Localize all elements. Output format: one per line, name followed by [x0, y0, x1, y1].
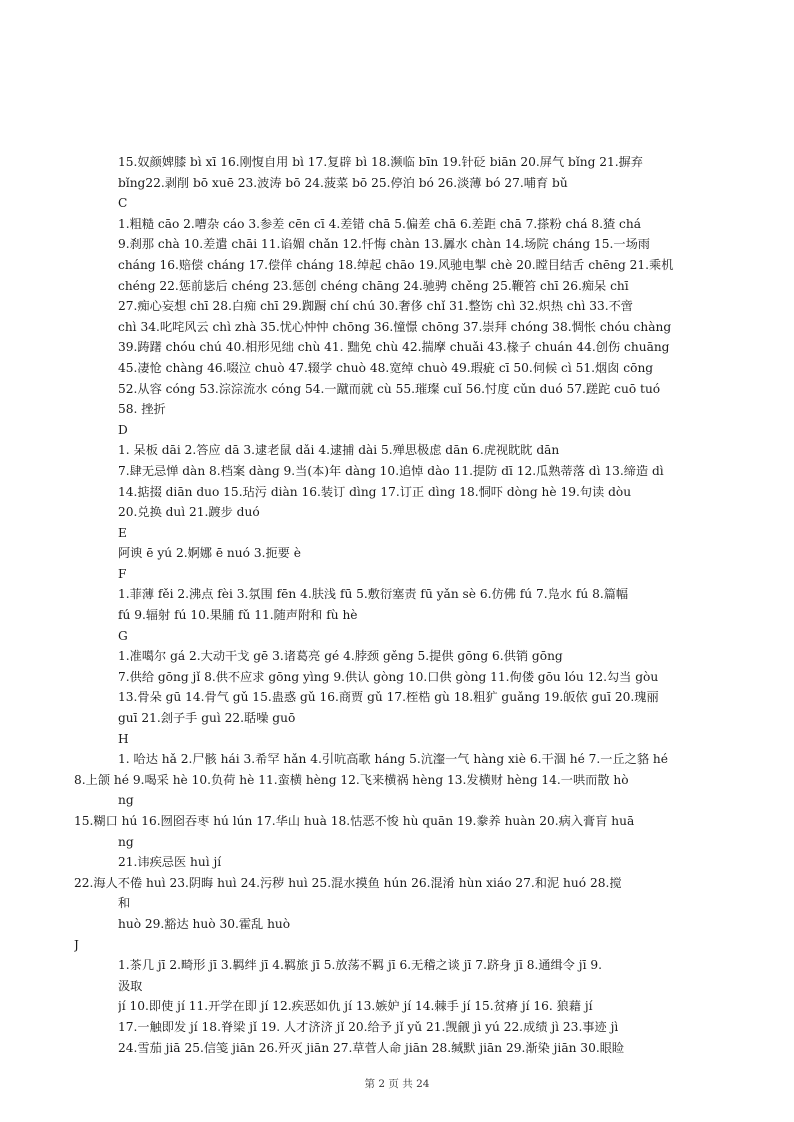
text-line: cháng 16.赔偿 cháng 17.偿佯 cháng 18.绰起 chāo 19.风驰电掣 chè 20.瞠目结舌 chēng 21.乘机	[118, 257, 674, 272]
pinyin-word-list	[74, 152, 718, 1058]
text-line: 和	[118, 896, 131, 911]
text-line: 45.凄怆 chàng 46.啜泣 chuò 47.辍学 chuò 48.宽绰 chuò 49.瑕疵 cī 50.伺候 cì 51.烟囱 cōng	[118, 360, 654, 375]
text-line: 20.兑换 duì 21.踱步 duó	[118, 505, 260, 520]
text-line: chì 34.叱咤风云 chì zhà 35.忧心忡忡 chōng 36.憧憬 chōng 37.崇拜 chóng 38.惆怅 chóu chàng	[118, 319, 672, 334]
text-line: 汲取	[118, 978, 143, 993]
text-line: 8.上颌 hé 9.喝采 hè 10.负荷 hè 11.蛮横 hèng 12.飞来横祸 hèng 13.发横财 hèng 14.一哄而散 hò	[74, 772, 629, 787]
text-line: 27.痴心妄想 chī 28.白痴 chī 29.踟蹰 chí chú 30.奢侈 chǐ 31.整饬 chì 32.炽热 chì 33.不啻	[118, 299, 633, 314]
text-line: 1.菲薄 fěi 2.沸点 fèi 3.氛围 fēn 4.肤浅 fū 5.敷衍塞责 fū yǎn sè 6.仿佛 fú 7.凫水 fú 8.篇幅	[118, 587, 629, 602]
text-line: ng	[118, 834, 134, 849]
text-line: 7.供给 gōng jǐ 8.供不应求 gōng yìng 9.供认 gòng 10.口供 gòng 11.佝偻 gōu lóu 12.勾当 gòu	[118, 669, 659, 684]
text-line: 9.刹那 chà 10.差遣 chāi 11.谄媚 chǎn 12.忏悔 chàn 13.羼水 chàn 14.场院 cháng 15.一场雨	[118, 237, 650, 252]
text-line: 17.一触即发 jí 18.脊梁 jǐ 19. 人才济济 jǐ 20.给予 jǐ yǔ 21.觊觎 jì yú 22.成绩 jì 23.事迹 jì	[118, 1019, 619, 1034]
text-line: 39.踌躇 chóu chú 40.相形见绌 chù 41. 黜免 chù 42.揣摩 chuǎi 43.椽子 chuán 44.创伤 chuāng	[118, 340, 670, 355]
text-line: C	[118, 196, 128, 211]
text-line: F	[118, 566, 127, 581]
text-line: 15.奴颜婢膝 bì xī 16.刚愎自用 bì 17.复辟 bì 18.濒临 bīn 19.针砭 biān 20.屏气 bǐng 21.摒弃	[118, 155, 643, 169]
text-line: ng	[118, 793, 134, 808]
text-line: 58. 挫折	[118, 402, 166, 417]
text-line: huò 29.豁达 huò 30.霍乱 huò	[118, 916, 291, 931]
text-line: 1. 呆板 dāi 2.答应 dā 3.逮老鼠 dǎi 4.逮捕 dài 5.殚思极虑 dān 6.虎视眈眈 dān	[118, 443, 560, 458]
text-line: J	[74, 937, 79, 952]
text-line: E	[118, 525, 127, 540]
text-line: D	[118, 422, 128, 437]
text-line: fú 9.辐射 fú 10.果脯 fǔ 11.随声附和 fù hè	[118, 608, 358, 623]
text-line: G	[118, 628, 128, 643]
text-line: chéng 22.惩前毖后 chéng 23.惩创 chéng chāng 24.驰骋 chěng 25.鞭笞 chī 26.痴呆 chī	[118, 278, 629, 293]
text-line: 1.粗糙 cāo 2.嘈杂 cáo 3.参差 cēn cī 4.差错 chā 5.偏差 chā 6.差距 chā 7.搽粉 chá 8.猹 chá	[118, 216, 641, 231]
text-line: 7.肆无忌惮 dàn 8.档案 dàng 9.当(本)年 dàng 10.追悼 dào 11.提防 dī 12.瓜熟蒂落 dì 13.缔造 dì	[118, 463, 664, 478]
text-line: 13.骨朵 gū 14.骨气 gǔ 15.蛊惑 gǔ 16.商贾 gǔ 17.桎梏 gù 18.粗犷 guǎng 19.皈依 guī 20.瑰丽	[118, 690, 659, 705]
text-line: 1.准噶尔 gá 2.大动干戈 gē 3.诸葛亮 gé 4.脖颈 gěng 5.提供 gōng 6.供销 gōng	[118, 649, 563, 664]
text-line: 1. 哈达 hǎ 2.尸骸 hái 3.希罕 hǎn 4.引吭高歌 háng 5.沆瀣一气 hàng xiè 6.干涸 hé 7.一丘之貉 hé	[118, 752, 668, 767]
text-line: 15.糊口 hú 16.囫囵吞枣 hú lún 17.华山 huà 18.怙恶不悛 hù quān 19.豢养 huàn 20.病入膏肓 huā	[74, 814, 635, 828]
text-line: H	[118, 731, 129, 746]
text-line: guī 21.刽子手 guì 22.聒噪 guō	[118, 711, 296, 726]
text-line: 阿谀 ē yú 2.婀娜 ē nuó 3.扼要 è	[118, 546, 301, 561]
text-line: 21.讳疾忌医 huì jí	[118, 855, 222, 870]
page-footer: 第 2 页 共 24	[364, 1078, 430, 1090]
text-line: 14.掂掇 diān duo 15.玷污 diàn 16.装订 dìng 17.订正 dìng 18.恫吓 dòng hè 19.句读 dòu	[118, 484, 632, 499]
text-line: bǐng22.剥削 bō xuē 23.波涛 bō 24.菠菜 bō 25.停泊 bó 26.淡薄 bó 27.哺育 bǔ	[118, 175, 568, 190]
text-line: jí 10.即使 jí 11.开学在即 jí 12.疾恶如仇 jí 13.嫉妒 jí 14.棘手 jí 15.贫瘠 jí 16. 狼藉 jí	[118, 999, 593, 1014]
text-line: 1.茶几 jī 2.畸形 jī 3.羁绊 jī 4.羁旅 jī 5.放荡不羁 jī 6.无稽之谈 jī 7.跻身 jī 8.通缉令 jī 9.	[118, 958, 602, 973]
text-line: 24.雪茄 jiā 25.信笺 jiān 26.歼灭 jiān 27.草菅人命 jiān 28.缄默 jiān 29.渐染 jiān 30.眼睑	[118, 1040, 625, 1055]
text-line: 52.从容 cóng 53.淙淙流水 cóng 54.一蹴而就 cù 55.璀璨 cuǐ 56.忖度 cǔn duó 57.蹉跎 cuō tuó	[118, 381, 661, 396]
text-line: 22.海人不倦 huì 23.阴晦 huì 24.污秽 huì 25.混水摸鱼 hún 26.混淆 hùn xiáo 27.和泥 huó 28.搅	[74, 875, 622, 890]
